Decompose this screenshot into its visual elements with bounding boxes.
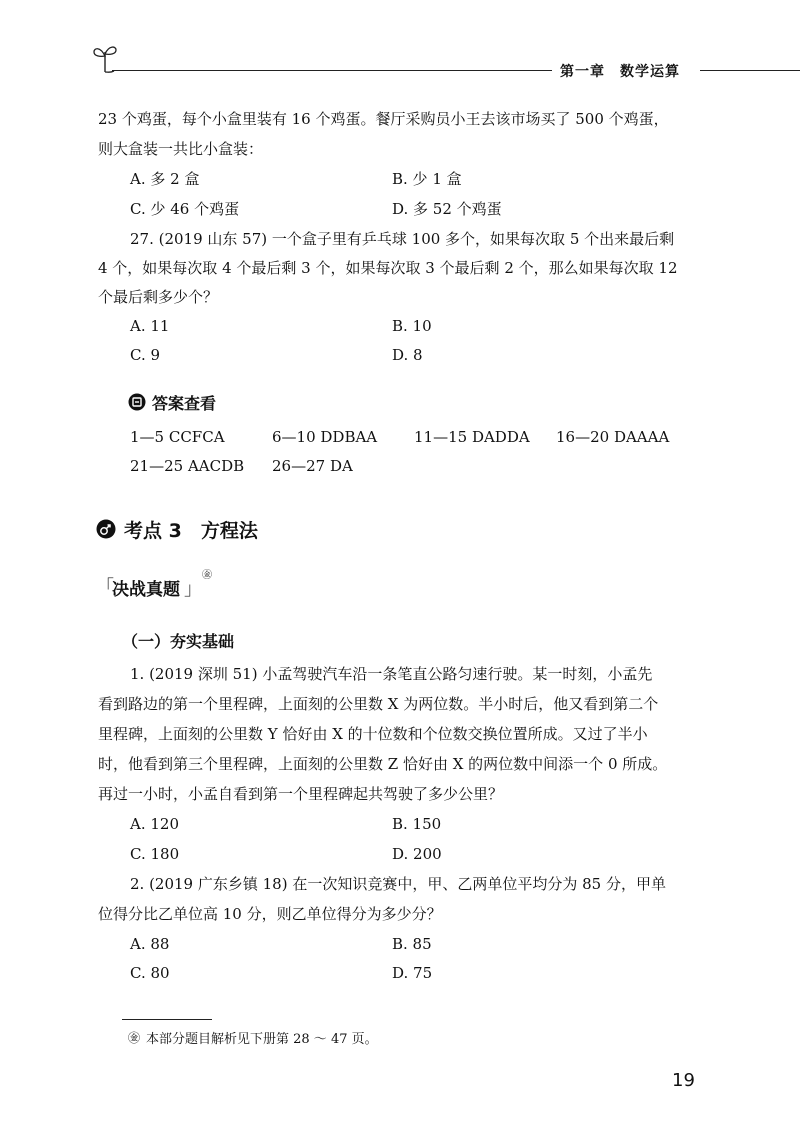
q27-option-c: C. 9 xyxy=(130,346,161,364)
p2-option-c: C. 80 xyxy=(130,964,170,982)
p1-line3: 里程碑，上面刻的公里数 Y 恰好由 X 的十位数和个位数交换位置所成。又过了半小 xyxy=(98,725,648,743)
p2-line1: 2. (2019 广东乡镇 18) 在一次知识竞赛中，甲、乙两单位平均分为 85 分，甲单 xyxy=(130,875,666,893)
subsection-title: 决战真题 xyxy=(112,580,180,600)
p1-option-c: C. 180 xyxy=(130,845,180,863)
p1-line1: 1. (2019 深圳 51) 小孟驾驶汽车沿一条笔直公路匀速行驶。某一时刻，小孟先 xyxy=(130,665,653,683)
q26-option-d: D. 多 52 个鸡蛋 xyxy=(392,200,502,218)
q27-option-d: D. 8 xyxy=(392,346,423,364)
answers-row1-c: 11—15 DADDA xyxy=(414,428,530,446)
p1-line5: 再过一小时，小孟自看到第一个里程碑起共驾驶了多少公里？ xyxy=(98,785,504,803)
subsection-bracket-left: 「 xyxy=(96,577,114,598)
q27-line1: 27. (2019 山东 57) 一个盒子里有乒乓球 100 多个，如果每次取 5 个出来最后剩 xyxy=(130,230,675,248)
q27-line3: 个最后剩多少个？ xyxy=(98,288,219,306)
part-title: （一）夯实基础 xyxy=(122,632,235,651)
header-rule-left xyxy=(112,70,552,71)
p2-option-d: D. 75 xyxy=(392,964,433,982)
chapter-title: 第一章 数学运算 xyxy=(560,64,680,80)
p2-option-b: B. 85 xyxy=(392,935,432,953)
answers-title: 答案查看 xyxy=(152,394,217,413)
q27-option-b: B. 10 xyxy=(392,317,432,335)
footnote-rule xyxy=(122,1019,212,1020)
p1-option-a: A. 120 xyxy=(130,815,179,833)
q26-line2: 则大盒装一共比小盒装： xyxy=(98,140,264,158)
p1-option-b: B. 150 xyxy=(392,815,442,833)
footnote-mark: ㊎ xyxy=(128,1031,141,1045)
answers-row1-b: 6—10 DDBAA xyxy=(272,428,378,446)
footnote-text: 本部分题目解析见下册第 28 ～ 47 页。 xyxy=(146,1032,378,1047)
q26-option-c: C. 少 46 个鸡蛋 xyxy=(130,200,240,218)
subsection-bracket-right: 」 xyxy=(184,579,202,600)
q26-option-b: B. 少 1 盒 xyxy=(392,170,462,188)
p1-option-d: D. 200 xyxy=(392,845,442,863)
q26-option-a: A. 多 2 盒 xyxy=(130,170,200,188)
section-title: 考点 3 方程法 xyxy=(124,520,258,542)
header-rule-right xyxy=(700,70,800,71)
page-number: 19 xyxy=(672,1070,695,1091)
q27-option-a: A. 11 xyxy=(130,317,170,335)
answers-row2-a: 21—25 AACDB xyxy=(130,457,245,475)
p2-line2: 位得分比乙单位高 10 分，则乙单位得分为多少分？ xyxy=(98,905,442,923)
q26-line1: 23 个鸡蛋，每个小盒里装有 16 个鸡蛋。餐厅采购员小王去该市场买了 500 个鸡蛋， xyxy=(98,110,669,128)
q27-line2: 4 个，如果每次取 4 个最后剩 3 个，如果每次取 3 个最后剩 2 个，那么如果每次取 12 xyxy=(98,259,678,277)
p1-line4: 时，他看到第三个里程碑，上面刻的公里数 Z 恰好由 X 的两位数中间添一个 0 所成。 xyxy=(98,755,668,773)
subsection-footnote-mark: ㊎ xyxy=(202,570,212,581)
answers-row1-a: 1—5 CCFCA xyxy=(130,428,225,446)
section-icon xyxy=(96,519,116,539)
answers-row1-d: 16—20 DAAAA xyxy=(556,428,670,446)
answers-row2-b: 26—27 DA xyxy=(272,457,353,475)
p2-option-a: A. 88 xyxy=(130,935,170,953)
answer-icon xyxy=(128,393,146,411)
p1-line2: 看到路边的第一个里程碑，上面刻的公里数 X 为两位数。半小时后，他又看到第二个 xyxy=(98,695,659,713)
